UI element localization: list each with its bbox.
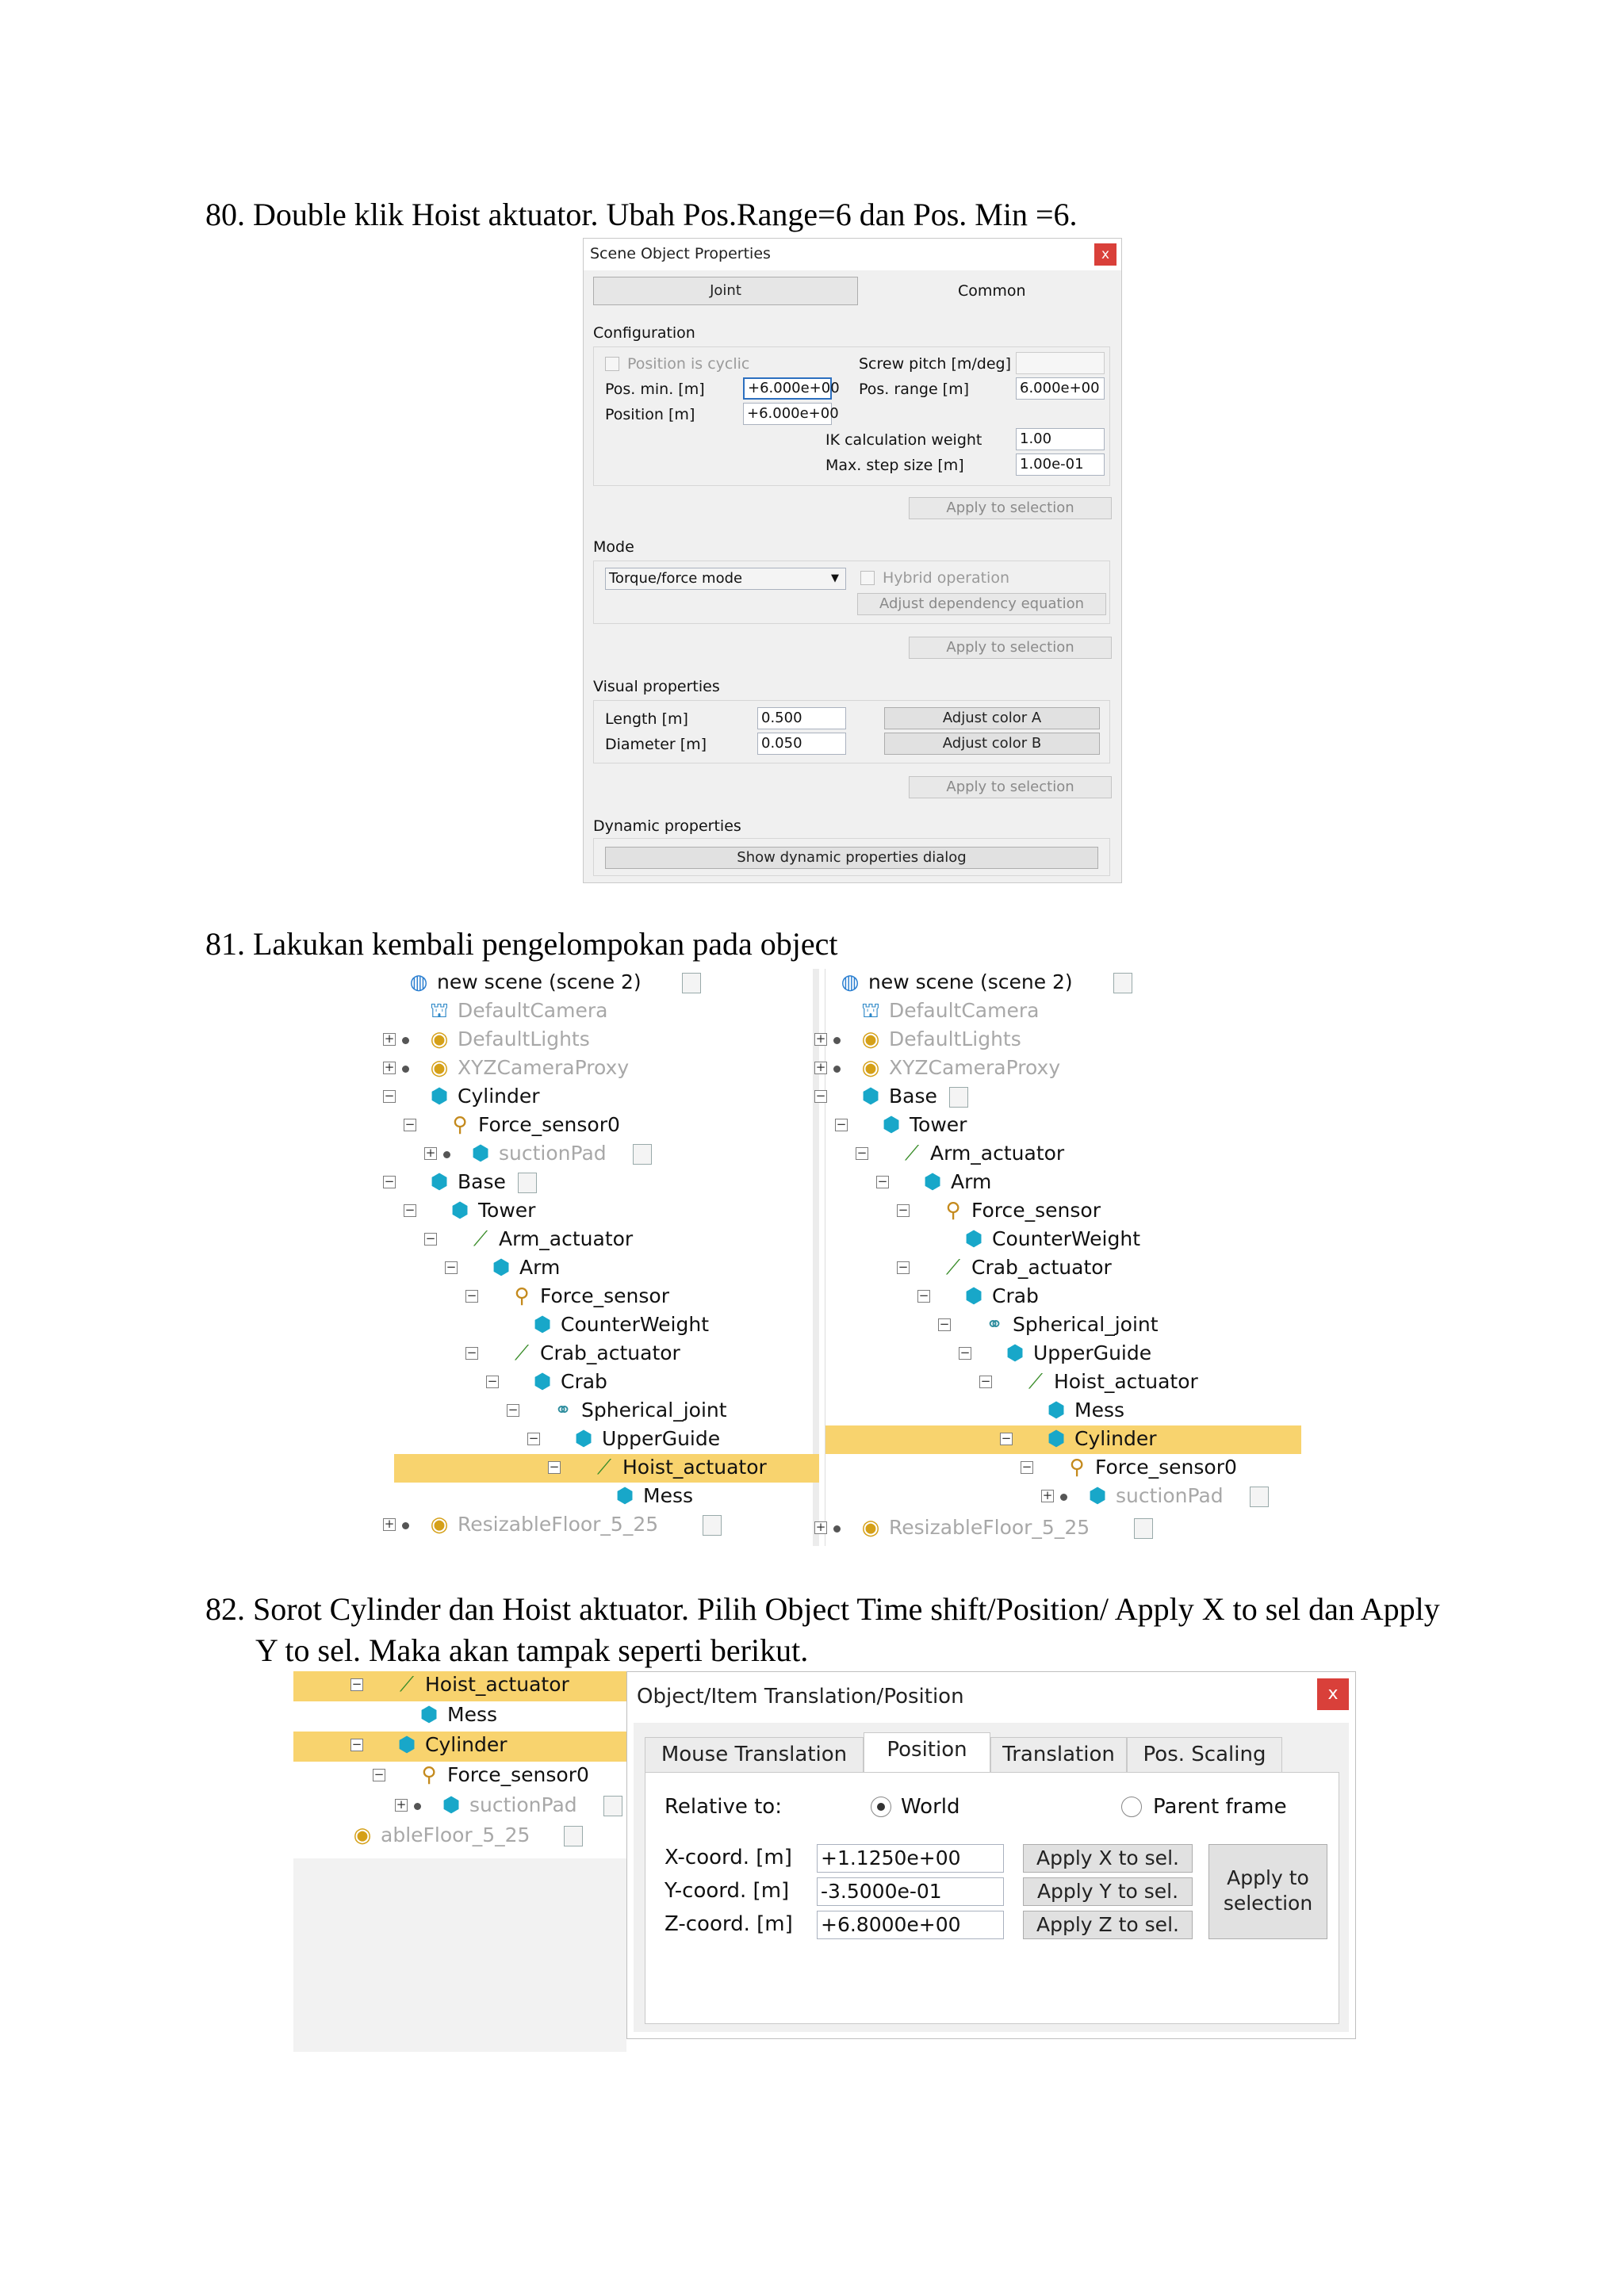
script-icon[interactable] [603, 1796, 622, 1816]
close-icon[interactable]: x [1094, 243, 1116, 266]
tree-row-cylinder[interactable] [825, 1425, 1301, 1454]
tab-common[interactable]: Common [958, 282, 1026, 300]
max-step-label: Max. step size [m] [825, 457, 964, 474]
tree-item-label: Crab [992, 1284, 1039, 1307]
tree-row-xyzcameraproxy[interactable] [384, 1054, 819, 1083]
step-82-text-line1: 82. Sorot Cylinder dan Hoist aktuator. Pilih Object Time shift/Position/ Apply X to sel dan Apply [205, 1591, 1440, 1627]
shape-icon: ⬢ [1088, 1484, 1107, 1508]
shape-icon: ⬢ [574, 1427, 593, 1451]
shape-icon: ⬢ [419, 1703, 439, 1727]
shape-icon: ⬢ [533, 1313, 552, 1337]
tree-row-resizablefloor-5-25[interactable] [815, 1514, 1301, 1543]
tree-item-label: UpperGuide [1033, 1341, 1152, 1364]
adjust-dependency-button[interactable]: Adjust dependency equation [857, 593, 1106, 615]
tree-row-upperguide[interactable] [825, 1340, 1301, 1368]
position-cyclic-label: Position is cyclic [627, 355, 750, 373]
pos-min-field[interactable]: +6.000e+00 [743, 377, 832, 400]
tree-row-arm-actuator[interactable] [825, 1140, 1301, 1169]
collapse-icon[interactable]: − [815, 1089, 826, 1103]
tree-row-defaultcamera[interactable] [394, 997, 819, 1026]
z-coord-label: Z-coord. [m] [665, 1912, 793, 1936]
tree-row-suctionpad[interactable] [394, 1140, 819, 1169]
tree-row-arm-actuator[interactable] [394, 1226, 819, 1254]
tree-item-label: CounterWeight [992, 1227, 1140, 1250]
collapse-icon[interactable]: − [508, 1402, 519, 1417]
tree-row-xyzcameraproxy[interactable] [815, 1054, 1301, 1083]
tree-row-spherical-joint[interactable] [825, 1311, 1301, 1340]
camera-icon: ⛫ [861, 999, 880, 1023]
tab-joint[interactable]: Joint [593, 277, 858, 305]
dialog-titlebar [584, 239, 1121, 270]
collapse-icon[interactable]: − [959, 1345, 971, 1360]
tree-row-hoist-actuator[interactable] [293, 1671, 626, 1701]
show-dynamic-properties-button[interactable]: Show dynamic properties dialog [605, 847, 1098, 869]
mode-dropdown[interactable] [605, 568, 846, 590]
apply-to-selection-line1: Apply to [1227, 1866, 1309, 1889]
tree-item-label: Crab [561, 1370, 607, 1393]
tree-item-label: Mess [643, 1484, 694, 1507]
position-dialog-title: Object/Item Translation/Position [637, 1685, 964, 1709]
joint-icon: ⟋ [473, 1227, 488, 1251]
expand-icon[interactable]: + [384, 1031, 395, 1046]
length-field[interactable]: 0.500 [757, 707, 846, 729]
force-sensor-icon: ⚲ [421, 1763, 437, 1787]
script-icon[interactable] [518, 1173, 537, 1193]
apply-to-selection-button-mode[interactable]: Apply to selection [909, 637, 1112, 659]
close-icon[interactable]: x [1317, 1678, 1349, 1710]
expand-icon[interactable]: + [815, 1520, 826, 1534]
tree-row-suctionpad[interactable] [825, 1483, 1301, 1511]
collapse-icon[interactable]: − [466, 1345, 477, 1360]
shape-icon: ⬢ [471, 1142, 490, 1165]
shape-icon: ⬢ [450, 1199, 469, 1223]
collapse-icon[interactable]: − [351, 1677, 362, 1691]
shape-icon: ⬢ [964, 1284, 983, 1308]
world-label: World [901, 1795, 960, 1819]
joint-icon: ⟋ [514, 1341, 530, 1365]
tree-row-hoist-actuator[interactable] [394, 1454, 819, 1483]
shape-icon: ⬢ [1047, 1427, 1066, 1451]
tree-row-cylinder[interactable] [384, 1083, 819, 1112]
light-icon: ◉ [353, 1823, 372, 1847]
tree-row-crab-actuator[interactable] [394, 1340, 819, 1368]
script-icon[interactable] [682, 973, 701, 993]
tree-item-label: CounterWeight [561, 1313, 709, 1336]
adjust-color-b-button[interactable]: Adjust color B [884, 733, 1100, 755]
light-icon: ◉ [861, 1027, 880, 1051]
tree-row-base[interactable] [815, 1083, 1301, 1112]
collapse-icon[interactable]: − [898, 1203, 909, 1217]
tree-item-label: Mess [1074, 1399, 1125, 1422]
tree-item-label: ResizableFloor_5_25 [889, 1516, 1090, 1539]
tree-item-label: Cylinder [458, 1085, 540, 1108]
tree-item-label: Spherical_joint [1013, 1313, 1159, 1336]
pos-range-field[interactable]: 6.000e+00 [1016, 377, 1105, 400]
tree-item-label: Force_sensor0 [478, 1113, 620, 1136]
tree-item-label: Force_sensor0 [447, 1763, 589, 1786]
joint-icon: ⟋ [945, 1256, 961, 1280]
world-radio[interactable] [871, 1797, 891, 1817]
tree-row-force-sensor0[interactable] [394, 1112, 819, 1140]
layer-dot-icon [833, 1037, 841, 1044]
collapse-icon[interactable]: − [404, 1117, 416, 1131]
apply-y-button[interactable]: Apply Y to sel. [1023, 1877, 1193, 1906]
spherical-joint-icon: ⚭ [986, 1313, 1003, 1337]
length-label: Length [m] [605, 710, 688, 728]
tree-row-mess[interactable] [394, 1483, 819, 1511]
tree-row-tower[interactable] [394, 1197, 819, 1226]
tree-item-label: Cylinder [425, 1733, 508, 1756]
tree-row-defaultlights[interactable] [384, 1026, 819, 1054]
adjust-color-a-button[interactable]: Adjust color A [884, 707, 1100, 729]
collapse-icon[interactable]: − [487, 1374, 498, 1388]
joint-icon: ⟋ [904, 1142, 920, 1165]
configuration-heading: Configuration [593, 324, 695, 342]
visual-properties-group [593, 700, 1110, 763]
tree-item-label: XYZCameraProxy [889, 1056, 1061, 1079]
step-80-text: 80. Double klik Hoist aktuator. Ubah Pos.Range=6 dan Pos. Min =6. [205, 197, 1078, 232]
collapse-icon[interactable]: − [384, 1089, 395, 1103]
ik-weight-field[interactable]: 1.00 [1016, 428, 1105, 450]
apply-to-selection-button-config[interactable]: Apply to selection [909, 497, 1112, 519]
tab-translation[interactable]: Translation [990, 1737, 1127, 1772]
expand-icon[interactable]: + [815, 1031, 826, 1046]
joint-icon: ⟋ [399, 1673, 415, 1697]
relative-to-label: Relative to: [665, 1795, 782, 1819]
shape-icon: ⬢ [882, 1113, 901, 1137]
collapse-icon[interactable]: − [918, 1288, 929, 1303]
step-82-text-line2: Y to sel. Maka akan tampak seperti berikut. [255, 1632, 809, 1668]
position-cyclic-checkbox[interactable] [605, 357, 619, 371]
collapse-icon[interactable]: − [373, 1767, 385, 1781]
tree-row-defaultlights[interactable] [815, 1026, 1301, 1054]
collapse-icon[interactable]: − [836, 1117, 847, 1131]
tree-row-new-scene-scene-2[interactable] [825, 969, 1301, 997]
script-icon[interactable] [949, 1087, 968, 1108]
screw-pitch-field[interactable] [1016, 352, 1105, 374]
collapse-icon[interactable]: − [898, 1260, 909, 1274]
tree-row-force-sensor[interactable] [394, 1283, 819, 1311]
shape-icon: ⬢ [492, 1256, 511, 1280]
tree-row-crab[interactable] [394, 1368, 819, 1397]
joint-icon: ⟋ [1028, 1370, 1044, 1394]
tree-item-label: Hoist_actuator [425, 1673, 569, 1696]
tree-row-force-sensor0[interactable] [293, 1762, 626, 1792]
tree-row-hoist-actuator[interactable] [825, 1368, 1301, 1397]
shape-icon: ⬢ [442, 1793, 461, 1817]
parent-frame-label: Parent frame [1153, 1795, 1287, 1819]
collapse-icon[interactable]: − [404, 1203, 416, 1217]
shape-icon: ⬢ [861, 1085, 880, 1108]
mode-dropdown-value: Torque/force mode [609, 570, 743, 587]
collapse-icon[interactable]: − [528, 1431, 539, 1445]
shape-icon: ⬢ [1005, 1341, 1025, 1365]
layer-dot-icon [402, 1037, 409, 1044]
expand-icon[interactable]: + [384, 1060, 395, 1074]
force-sensor-icon: ⚲ [514, 1284, 530, 1308]
tree-item-label: new scene (scene 2) [437, 970, 642, 993]
tree-item-label: Arm_actuator [930, 1142, 1065, 1165]
shape-icon: ⬢ [1047, 1399, 1066, 1422]
apply-z-button[interactable]: Apply Z to sel. [1023, 1911, 1193, 1939]
shape-icon: ⬢ [430, 1085, 449, 1108]
tree-row-force-sensor[interactable] [825, 1197, 1301, 1226]
tree-item-label: Base [458, 1170, 506, 1193]
dynamic-properties-group [593, 838, 1110, 876]
tree-item-label: Cylinder [1074, 1427, 1157, 1450]
globe-icon: ◍ [841, 970, 860, 994]
hierarchy-empty-area [293, 1858, 626, 2052]
light-icon: ◉ [430, 1027, 449, 1051]
collapse-icon[interactable]: − [1021, 1460, 1032, 1474]
parent-frame-radio[interactable] [1121, 1797, 1142, 1817]
pos-range-label: Pos. range [m] [859, 381, 970, 398]
position-label: Position [m] [605, 406, 695, 423]
tab-position[interactable]: Position [864, 1732, 990, 1772]
tree-item-label: Mess [447, 1703, 498, 1726]
tree-item-label: Arm [951, 1170, 992, 1193]
tree-item-label: XYZCameraProxy [458, 1056, 630, 1079]
tree-item-label: UpperGuide [602, 1427, 721, 1450]
layer-dot-icon [402, 1522, 409, 1529]
tree-item-label: Crab_actuator [540, 1341, 680, 1364]
collapse-icon[interactable]: − [466, 1288, 477, 1303]
tree-item-label: Arm_actuator [499, 1227, 634, 1250]
tree-item-label: DefaultCamera [458, 999, 608, 1022]
mode-heading: Mode [593, 538, 634, 556]
tree-item-label: ableFloor_5_25 [381, 1823, 530, 1846]
camera-icon: ⛫ [430, 999, 449, 1023]
tab-mouse-translation[interactable]: Mouse Translation [645, 1737, 864, 1772]
collapse-icon[interactable]: − [980, 1374, 991, 1388]
layer-dot-icon [833, 1066, 841, 1073]
script-icon[interactable] [1113, 973, 1132, 993]
pos-min-label: Pos. min. [m] [605, 381, 705, 398]
collapse-icon[interactable]: − [877, 1174, 888, 1188]
tree-item-label: Hoist_actuator [622, 1456, 767, 1479]
expand-icon[interactable]: + [1042, 1488, 1053, 1502]
force-sensor-icon: ⚲ [1069, 1456, 1085, 1479]
tree-item-label: Crab_actuator [971, 1256, 1112, 1279]
ik-weight-label: IK calculation weight [825, 431, 982, 449]
light-icon: ◉ [861, 1056, 880, 1080]
tree-item-label: Arm [519, 1256, 561, 1279]
diameter-label: Diameter [m] [605, 736, 707, 753]
layer-dot-icon [443, 1151, 450, 1158]
x-coord-label: X-coord. [m] [665, 1846, 792, 1869]
y-coord-label: Y-coord. [m] [665, 1879, 790, 1903]
configuration-group [593, 346, 1110, 486]
tree-item-label: Force_sensor [540, 1284, 669, 1307]
shape-icon: ⬢ [923, 1170, 942, 1194]
tree-item-label: DefaultCamera [889, 999, 1040, 1022]
shape-icon: ⬢ [533, 1370, 552, 1394]
apply-to-selection-button-visual[interactable]: Apply to selection [909, 776, 1112, 798]
tree-item-label: DefaultLights [889, 1027, 1021, 1050]
tab-pos-scaling[interactable]: Pos. Scaling [1127, 1737, 1282, 1772]
shape-icon: ⬢ [430, 1170, 449, 1194]
layer-dot-icon [414, 1803, 421, 1810]
shape-icon: ⬢ [964, 1227, 983, 1251]
tree-row-upperguide[interactable] [394, 1425, 819, 1454]
tree-row-new-scene-scene-2[interactable] [394, 969, 819, 997]
layer-dot-icon [1060, 1494, 1067, 1501]
collapse-icon[interactable]: − [1001, 1431, 1012, 1445]
layer-dot-icon [402, 1066, 409, 1073]
script-icon[interactable] [633, 1144, 652, 1165]
scene-hierarchy-after [815, 969, 1301, 1546]
apply-to-selection-line2: selection [1223, 1892, 1313, 1915]
tree-row-counterweight[interactable] [394, 1311, 819, 1340]
collapse-icon[interactable]: − [425, 1231, 436, 1246]
tree-row-tower[interactable] [825, 1112, 1301, 1140]
z-coord-field[interactable]: +6.8000e+00 [817, 1911, 1004, 1939]
shape-icon: ⬢ [615, 1484, 634, 1508]
script-icon[interactable] [1134, 1518, 1153, 1539]
scene-object-properties-dialog [583, 238, 1122, 883]
collapse-icon[interactable]: − [549, 1460, 560, 1474]
layer-dot-icon [833, 1525, 841, 1533]
tree-row-mess[interactable] [825, 1397, 1301, 1425]
spherical-joint-icon: ⚭ [554, 1399, 572, 1422]
collapse-icon[interactable]: − [939, 1317, 950, 1331]
step-81-text: 81. Lakukan kembali pengelompokan pada object [205, 926, 838, 962]
tree-item-label: Base [889, 1085, 937, 1108]
script-icon[interactable] [1250, 1487, 1269, 1507]
tree-item-label: DefaultLights [458, 1027, 590, 1050]
tree-row-spherical-joint[interactable] [394, 1397, 819, 1425]
scene-hierarchy-snippet [293, 1671, 626, 2052]
max-step-field[interactable]: 1.00e-01 [1016, 453, 1105, 476]
mode-group [593, 561, 1110, 624]
tree-item-label: Tower [478, 1199, 536, 1222]
shape-icon: ⬢ [397, 1733, 416, 1757]
screw-pitch-label: Screw pitch [m/deg] [859, 355, 1012, 373]
chevron-down-icon: ▼ [831, 572, 839, 584]
tree-item-label: Force_sensor [971, 1199, 1101, 1222]
globe-icon: ◍ [409, 970, 428, 994]
tree-row-crab[interactable] [825, 1283, 1301, 1311]
visual-properties-heading: Visual properties [593, 678, 720, 695]
light-icon: ◉ [430, 1056, 449, 1080]
tree-row-base[interactable] [384, 1169, 819, 1197]
tree-item-label: suctionPad [1116, 1484, 1224, 1507]
tree-row-force-sensor0[interactable] [825, 1454, 1301, 1483]
tree-row-arm[interactable] [394, 1254, 819, 1283]
tree-row-resizablefloor-5-25[interactable] [384, 1511, 819, 1540]
dynamic-properties-heading: Dynamic properties [593, 817, 741, 835]
hybrid-operation-label: Hybrid operation [883, 569, 1010, 587]
force-sensor-icon: ⚲ [945, 1199, 961, 1223]
light-icon: ◉ [430, 1513, 449, 1536]
tree-item-label: suctionPad [499, 1142, 607, 1165]
hybrid-operation-checkbox[interactable] [860, 571, 875, 585]
script-icon[interactable] [564, 1826, 583, 1846]
tree-row-crab-actuator[interactable] [825, 1254, 1301, 1283]
apply-to-selection-button[interactable] [1208, 1844, 1327, 1939]
collapse-icon[interactable]: − [384, 1174, 395, 1188]
tree-row-defaultcamera[interactable] [825, 997, 1301, 1026]
expand-icon[interactable]: + [384, 1517, 395, 1531]
tree-item-label: Hoist_actuator [1054, 1370, 1198, 1393]
tree-row-arm[interactable] [825, 1169, 1301, 1197]
expand-icon[interactable]: + [425, 1146, 436, 1160]
force-sensor-icon: ⚲ [452, 1113, 468, 1137]
tree-item-label: suctionPad [469, 1793, 577, 1816]
expand-icon[interactable]: + [815, 1060, 826, 1074]
tree-item-label: ResizableFloor_5_25 [458, 1513, 659, 1536]
diameter-field[interactable]: 0.050 [757, 733, 846, 755]
translation-position-dialog [626, 1671, 1356, 2039]
apply-x-button[interactable]: Apply X to sel. [1023, 1844, 1193, 1873]
position-tab-panel [645, 1772, 1339, 2024]
tree-row-cylinder[interactable] [293, 1732, 626, 1762]
light-icon: ◉ [861, 1516, 880, 1540]
y-coord-field[interactable]: -3.5000e-01 [817, 1877, 1004, 1906]
collapse-icon[interactable]: − [446, 1260, 457, 1274]
x-coord-field[interactable]: +1.1250e+00 [817, 1844, 1004, 1873]
tree-row-counterweight[interactable] [825, 1226, 1301, 1254]
position-field[interactable]: +6.000e+00 [743, 403, 832, 425]
script-icon[interactable] [703, 1515, 722, 1536]
collapse-icon[interactable]: − [351, 1737, 362, 1751]
tree-row-mess[interactable] [293, 1701, 626, 1732]
tree-item-label: Tower [910, 1113, 967, 1136]
dialog-title: Scene Object Properties [590, 245, 771, 262]
joint-icon: ⟋ [596, 1456, 612, 1479]
expand-icon[interactable]: + [396, 1797, 407, 1812]
tree-item-label: Spherical_joint [581, 1399, 727, 1422]
tree-row-suctionpad[interactable] [293, 1792, 626, 1822]
collapse-icon[interactable]: − [856, 1146, 868, 1160]
tree-item-label: Force_sensor0 [1095, 1456, 1237, 1479]
scene-hierarchy-before [384, 969, 819, 1546]
tree-item-label: new scene (scene 2) [868, 970, 1073, 993]
tree-row-ablefloor-5-25[interactable] [293, 1822, 626, 1852]
